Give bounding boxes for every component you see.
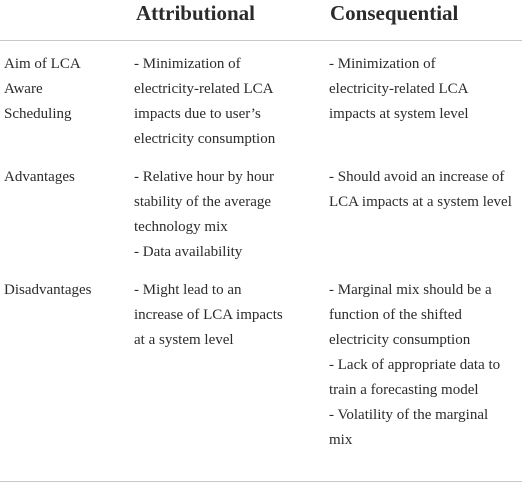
cell-line: - Lack of appropriate data to [329,357,501,373]
cell-line: - Might lead to an [134,282,242,298]
cell-line: - Data availability [134,244,243,260]
cell-line: - Minimization of [134,56,241,72]
cell-line: mix [329,432,353,448]
cell-line: LCA impacts at a system level [329,194,512,210]
cell-line: increase of LCA impacts [134,307,283,323]
cell-line: at a system level [134,332,234,348]
row-label-line: Advantages [4,169,75,185]
cell-line: impacts due to user’s [134,106,261,122]
cell-line: electricity consumption [134,131,276,147]
cell-line: - Marginal mix should be a [329,282,492,298]
cell-advantages-consequential [329,165,522,215]
cell-advantages-attributional [134,165,324,265]
cell-disadvantages-consequential [329,278,522,453]
cell-line: function of the shifted [329,307,462,323]
cell-line: - Relative hour by hour [134,169,274,185]
cell-aim-consequential [329,52,522,127]
header-attributional: Attributional [136,1,256,25]
cell-line: - Should avoid an increase of [329,169,505,185]
cell-line: stability of the average [134,194,272,210]
cell-disadvantages-attributional [134,278,324,353]
cell-aim-attributional [134,52,324,152]
row-label-advantages [4,165,128,190]
footer-rule [0,481,522,482]
row-label-disadvantages [4,278,128,303]
cell-line: electricity consumption [329,332,471,348]
row-label-line: Aim of LCA [4,56,81,72]
cell-line: electricity-related LCA [329,81,469,97]
cell-line: - Volatility of the marginal [329,407,489,423]
cell-line: impacts at system level [329,106,469,122]
header-rule [0,40,522,41]
cell-line: electricity-related LCA [134,81,274,97]
cell-line: train a forecasting model [329,382,479,398]
row-label-line: Disadvantages [4,282,92,298]
row-label-aim [4,52,128,127]
row-label-line: Scheduling [4,106,72,122]
header-consequential: Consequential [330,1,459,25]
cell-line: technology mix [134,219,228,235]
cell-line: - Minimization of [329,56,436,72]
row-label-line: Aware [4,81,43,97]
